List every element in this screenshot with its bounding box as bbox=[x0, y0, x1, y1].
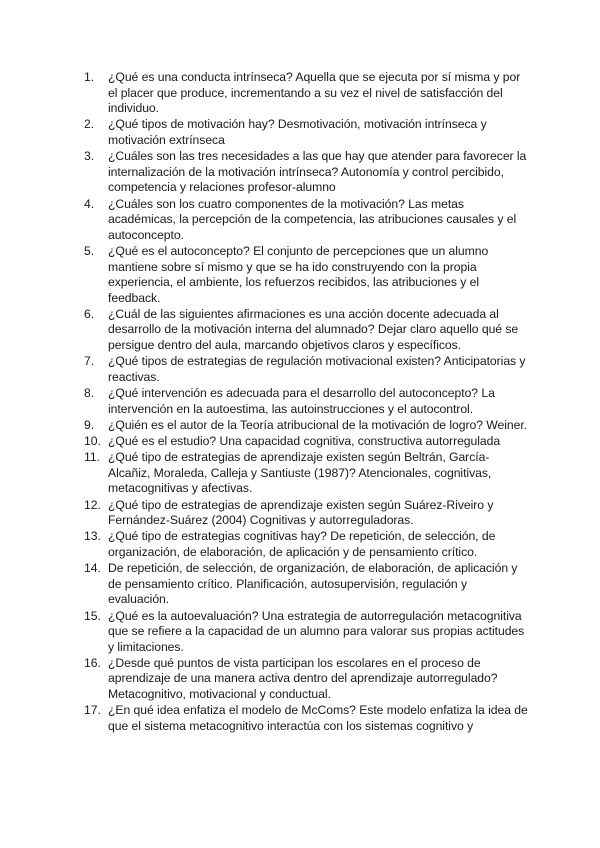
item-number: 7. bbox=[84, 354, 95, 369]
item-number: 12. bbox=[84, 497, 101, 512]
item-number: 16. bbox=[84, 655, 101, 670]
item-number: 10. bbox=[84, 434, 101, 448]
item-number: 2. bbox=[84, 117, 95, 132]
list-item bbox=[84, 386, 530, 417]
item-text: ¿Qué tipo de estrategias de aprendizaje existen según Beltrán, García-Alcañiz, Moraleda, Calleja y Santiuste (1987)? Atencionales, cognitivas, metacognitivas y afectivas. bbox=[108, 450, 492, 496]
item-text: De repetición, de selección, de organización, de elaboración, de aplicación y de pensamiento crítico. Planificación, autosupervisión, regulación y evaluación. bbox=[108, 561, 518, 607]
list-item bbox=[84, 498, 530, 529]
item-text: ¿Qué es el estudio? Una capacidad cognitiva, constructiva autorregulada bbox=[108, 434, 501, 448]
item-text: ¿Qué es la autoevaluación? Una estrategia de autorregulación metacognitiva que se refiere a la capacidad de un alumno para valorar sus propias actitudes y limitaciones. bbox=[108, 608, 525, 654]
item-number: 4. bbox=[84, 196, 95, 211]
item-number: 5. bbox=[84, 243, 95, 258]
item-text: ¿Qué tipo de estrategias de aprendizaje existen según Suárez-Riveiro y Fernández-Suárez (2004) Cognitivas y autorreguladoras. bbox=[108, 497, 494, 528]
item-number: 8. bbox=[84, 386, 95, 401]
item-text: ¿Qué tipos de motivación hay? Desmotivación, motivación intrínseca y motivación extrínseca bbox=[108, 117, 487, 147]
item-number: 15. bbox=[84, 608, 101, 623]
item-number: 13. bbox=[84, 529, 101, 544]
list-item bbox=[84, 117, 530, 148]
item-number: 1. bbox=[84, 70, 95, 84]
list-item bbox=[84, 354, 530, 385]
item-text: ¿Qué tipos de estrategias de regulación motivacional existen? Anticipatorias y reactivas. bbox=[108, 354, 526, 384]
item-number: 14. bbox=[84, 561, 101, 576]
question-list bbox=[84, 70, 530, 734]
list-item bbox=[84, 609, 530, 656]
item-number: 11. bbox=[84, 450, 100, 465]
item-number: 17. bbox=[84, 703, 101, 718]
list-item bbox=[84, 418, 530, 434]
item-text: ¿Qué intervención es adecuada para el desarrollo del autoconcepto? La intervención en la autoestima, las autoinstrucciones y el autocontrol. bbox=[108, 386, 495, 416]
list-item bbox=[84, 434, 530, 450]
list-item bbox=[84, 70, 530, 117]
list-item bbox=[84, 197, 530, 244]
list-item bbox=[84, 307, 530, 354]
item-text: ¿Cuál de las siguientes afirmaciones es una acción docente adecuada al desarrollo de la motivación interna del alumnado? Dejar claro aquello qué se persigue dentro del aula, marcando objetivos claros y específicos. bbox=[108, 306, 519, 353]
item-text: ¿En qué idea enfatiza el modelo de McComs? Este modelo enfatiza la idea de que el sistema metacognitivo interactúa con los sistemas cognitivo y bbox=[108, 703, 528, 733]
item-number: 9. bbox=[84, 417, 95, 432]
list-item bbox=[84, 244, 530, 306]
item-text: ¿Cuáles son los cuatro componentes de la motivación? Las metas académicas, la percepción de la competencia, las atribuciones causales y el autoconcepto. bbox=[108, 196, 517, 242]
item-text: ¿Qué tipo de estrategias cognitivas hay? De repetición, de selección, de organización, de elaboración, de aplicación y de pensamiento crítico. bbox=[108, 529, 496, 559]
list-item bbox=[84, 703, 530, 734]
list-item bbox=[84, 149, 530, 196]
item-text: ¿Quién es el autor de la Teoría atribucional de la motivación de logro? Weiner. bbox=[108, 417, 528, 432]
item-number: 6. bbox=[84, 306, 95, 321]
list-item bbox=[84, 450, 530, 497]
item-text: ¿Qué es el autoconcepto? El conjunto de percepciones que un alumno mantiene sobre sí mismo y que se ha ido construyendo con la propia experiencia, el ambiente, los refuerzos recibidos, las atribuciones y el feedback. bbox=[108, 243, 489, 305]
item-number: 3. bbox=[84, 149, 95, 164]
list-item bbox=[84, 561, 530, 608]
item-text: ¿Cuáles son las tres necesidades a las que hay que atender para favorecer la internalización de la motivación intrínseca? Autonomía y control percibido, competencia y relaciones profesor-alumno bbox=[108, 149, 527, 195]
list-item bbox=[84, 529, 530, 560]
item-text: ¿Qué es una conducta intrínseca? Aquella que se ejecuta por sí misma y por el placer que produce, incrementando a su vez el nivel de satisfacción del individuo. bbox=[108, 70, 521, 116]
list-item bbox=[84, 656, 530, 703]
item-text: ¿Desde qué puntos de vista participan los escolares en el proceso de aprendizaje de una manera activa dentro del aprendizaje autorregulado? Metacognitivo, motivacional y conductual. bbox=[108, 655, 498, 702]
